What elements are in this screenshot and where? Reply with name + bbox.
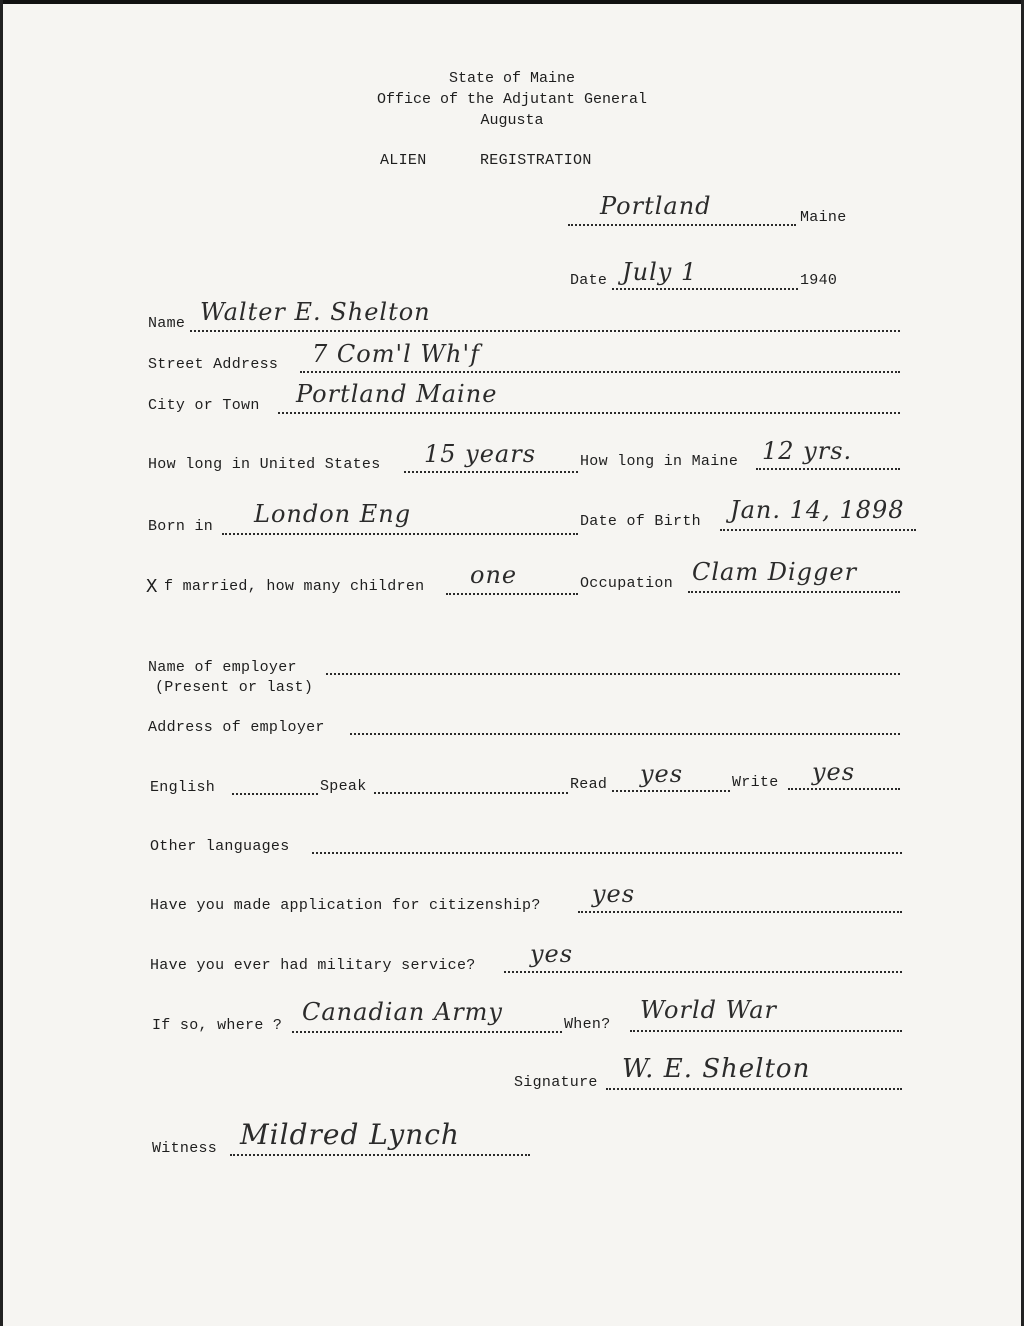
name-label: Name — [148, 315, 186, 332]
when-value: World War — [640, 996, 777, 1024]
signature-line — [606, 1086, 902, 1090]
dob-value: Jan. 14, 1898 — [730, 496, 905, 524]
where-line — [292, 1029, 562, 1033]
how-long-us-value: 15 years — [424, 440, 537, 468]
header-state: State of Maine — [448, 70, 576, 87]
how-long-us-label: How long in United States — [148, 456, 381, 473]
witness-label: Witness — [152, 1140, 218, 1157]
employer-line — [326, 671, 900, 675]
header-office: Office of the Adjutant General — [376, 91, 648, 108]
witness-line — [230, 1152, 530, 1156]
street-label: Street Address — [148, 356, 279, 373]
witness-value: Mildred Lynch — [240, 1118, 460, 1151]
city-value: Portland Maine — [296, 380, 498, 408]
speak-label: Speak — [320, 778, 367, 795]
occupation-value: Clam Digger — [692, 558, 858, 586]
employer-address-label: Address of employer — [148, 719, 325, 736]
military-line — [504, 969, 902, 973]
speak-line — [374, 790, 568, 794]
read-value: yes — [640, 760, 684, 788]
header-city: Augusta — [480, 112, 544, 129]
married-line — [446, 591, 578, 595]
dob-line — [720, 527, 916, 531]
place-value: Portland — [600, 192, 712, 220]
title-registration: REGISTRATION — [480, 152, 592, 169]
how-long-us-line — [404, 469, 578, 473]
employer-address-line — [350, 731, 900, 735]
city-line — [278, 410, 900, 414]
citizenship-value: yes — [592, 880, 636, 908]
citizenship-label: Have you made application for citizenship? — [150, 897, 541, 914]
read-label: Read — [570, 776, 608, 793]
other-languages-label: Other languages — [150, 838, 290, 855]
city-label: City or Town — [148, 397, 260, 414]
date-value: July 1 — [622, 258, 698, 286]
born-line — [222, 531, 578, 535]
citizenship-line — [578, 909, 902, 913]
married-mark: X — [146, 576, 158, 598]
write-value: yes — [812, 758, 856, 786]
date-label: Date — [570, 272, 608, 289]
scan-edge-left — [0, 0, 3, 1326]
street-line — [300, 369, 900, 373]
scan-edge-top — [0, 0, 1024, 4]
name-line — [190, 328, 900, 332]
other-languages-line — [312, 850, 902, 854]
how-long-maine-line — [756, 466, 900, 470]
occupation-line — [688, 589, 900, 593]
where-label: If so, where ? — [152, 1017, 283, 1034]
date-year: 1940 — [800, 272, 838, 289]
write-label: Write — [732, 774, 779, 791]
place-suffix: Maine — [800, 209, 847, 226]
street-value: 7 Com'l Wh'f — [312, 340, 480, 368]
employer-sublabel: (Present or last) — [155, 679, 314, 696]
date-line — [612, 286, 798, 290]
how-long-maine-label: How long in Maine — [580, 453, 739, 470]
signature-label: Signature — [514, 1074, 598, 1091]
read-line — [612, 788, 730, 792]
military-value: yes — [530, 940, 574, 968]
where-value: Canadian Army — [302, 998, 503, 1026]
when-label: When? — [564, 1016, 611, 1033]
married-value: one — [470, 561, 518, 589]
married-label: f married, how many children — [164, 578, 425, 595]
military-label: Have you ever had military service? — [150, 957, 476, 974]
title-alien: ALIEN — [380, 152, 427, 169]
employer-label: Name of employer — [148, 659, 297, 676]
born-value: London Eng — [254, 500, 412, 528]
dob-label: Date of Birth — [580, 513, 701, 530]
signature-value: W. E. Shelton — [622, 1054, 811, 1084]
place-line — [568, 222, 796, 226]
how-long-maine-value: 12 yrs. — [762, 437, 853, 465]
born-label: Born in — [148, 518, 214, 535]
english-dots — [232, 791, 318, 795]
english-label: English — [150, 779, 216, 796]
name-value: Walter E. Shelton — [200, 298, 431, 326]
occupation-label: Occupation — [580, 575, 674, 592]
when-line — [630, 1028, 902, 1032]
write-line — [788, 786, 900, 790]
